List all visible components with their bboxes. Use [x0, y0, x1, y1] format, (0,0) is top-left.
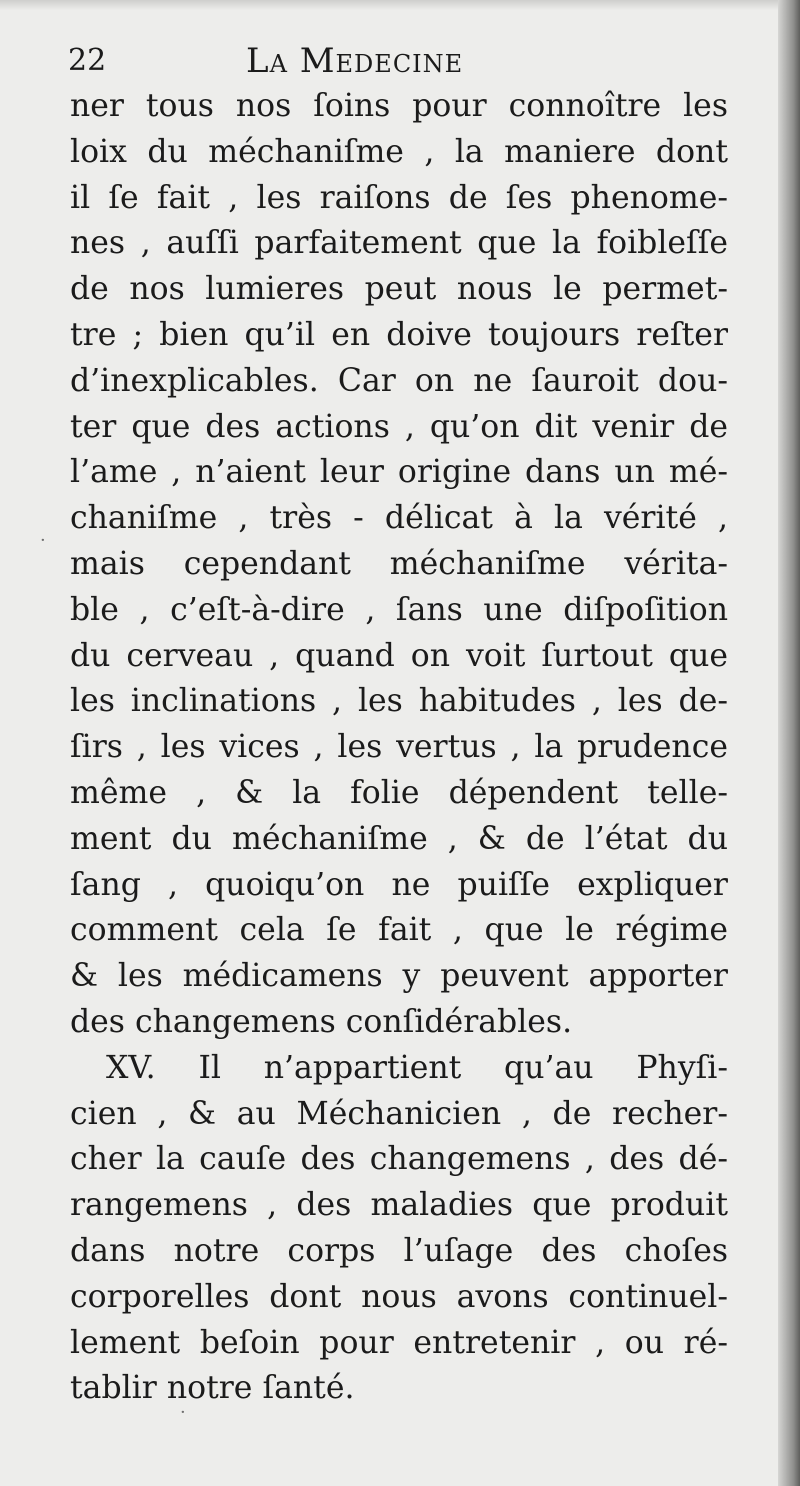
text-line: l’ame , n’aient leur origine dans un mé-: [70, 454, 728, 491]
text-line: ble , c’eſt-à-dire , ſans une diſpoſition: [70, 591, 728, 628]
page-top-shadow: [0, 0, 800, 10]
text-line: ter que des actions , qu’on dit venir de: [70, 408, 728, 445]
text-line: cher la cauſe des changemens , des dé-: [70, 1141, 728, 1178]
text-line: d’inexplicables. Car on ne ſauroit dou-: [70, 362, 728, 399]
ink-speck: ·: [180, 1402, 186, 1423]
text-block: [70, 84, 728, 1412]
text-line: & les médicamens y peuvent apporter: [70, 958, 728, 995]
text-line: des changemens conſidérables.: [70, 1003, 573, 1040]
text-line: ment du méchaniſme , & de l’état du: [70, 820, 728, 857]
text-line: du cerveau , quand on voit ſurtout que: [70, 637, 728, 674]
text-line: rangemens , des maladies que produit: [70, 1187, 728, 1224]
text-line: ner tous nos ſoins pour connoître les: [70, 88, 728, 124]
text-line: il ſe fait , les raiſons de ſes phenome-: [70, 179, 728, 216]
text-line: loix du méchaniſme , la maniere dont: [70, 133, 728, 170]
text-line: nes , auſſi parfaitement que la foibleſſe: [70, 225, 728, 262]
text-line: les inclinations , les habitudes , les de-: [70, 683, 728, 720]
text-line: de nos lumieres peut nous le permet-: [70, 271, 728, 308]
running-head: [68, 36, 728, 86]
text-line: lement beſoin pour entretenir , ou ré-: [70, 1324, 728, 1361]
text-line: corporelles dont nous avons continuel-: [70, 1278, 728, 1315]
page-number: 22: [68, 43, 107, 78]
ink-speck: ·: [40, 530, 46, 551]
text-line: chaniſme , très - délicat à la vérité ,: [70, 500, 728, 537]
text-line: ſang , quoiqu’on ne puiſſe expliquer: [70, 866, 728, 903]
text-line: cien , & au Méchanicien , de recher-: [70, 1095, 728, 1132]
text-line: dans notre corps l’uſage des choſes: [70, 1232, 728, 1269]
text-line: comment cela ſe fait , que le régime: [70, 912, 728, 949]
text-line: ſirs , les vices , les vertus , la prudence: [70, 729, 728, 766]
running-title: La Medecine: [246, 41, 464, 81]
text-line: même , & la folie dépendent telle-: [70, 774, 728, 811]
page-edge-shadow: [778, 0, 800, 1486]
text-line: tre ; bien qu’il en doive toujours reſter: [70, 316, 728, 353]
text-line: tablir notre ſanté.: [70, 1370, 355, 1407]
text-line: mais cependant méchaniſme vérita-: [70, 545, 728, 582]
section-opening-line: XV. Il n’appartient qu’au Phyſi-: [106, 1049, 728, 1086]
